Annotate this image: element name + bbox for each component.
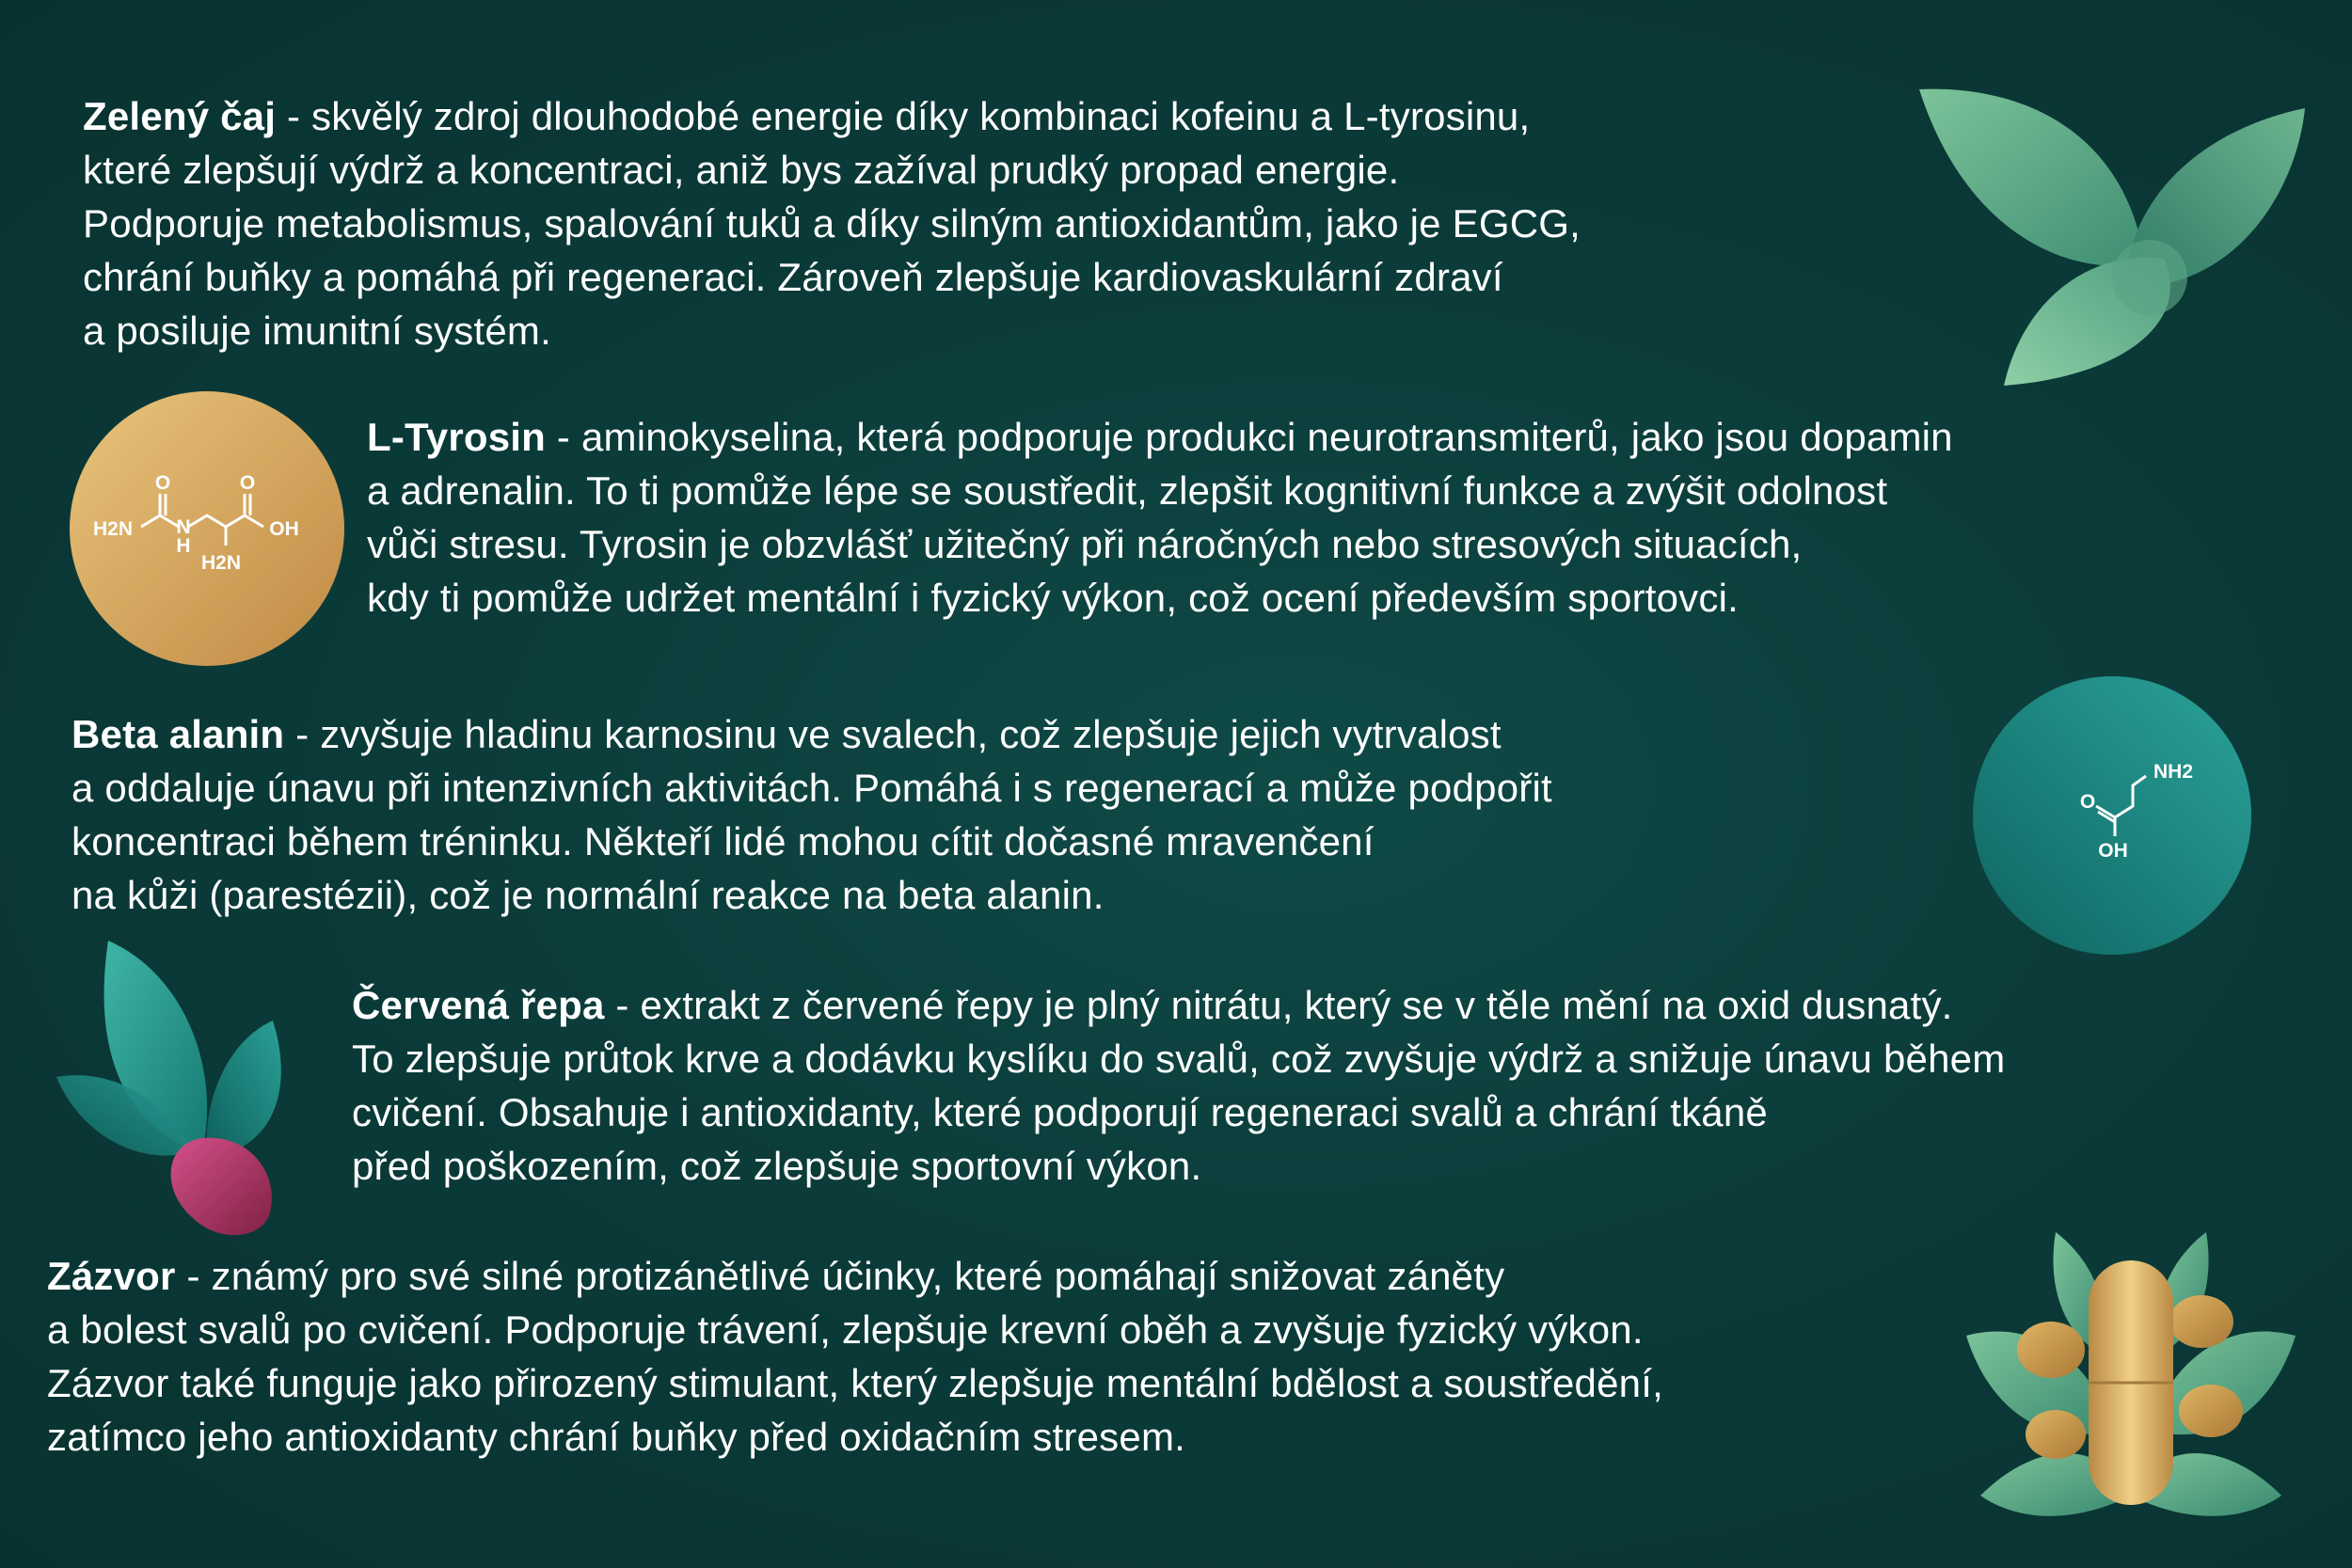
section-title: Červená řepa [352, 983, 605, 1027]
section-zeleny-caj [83, 89, 1581, 357]
atom-label: H2N [92, 518, 134, 540]
section-title: Zázvor [47, 1254, 176, 1298]
section-line: chrání buňky a pomáhá při regeneraci. Zároveň zlepšuje kardiovaskulární zdraví [83, 255, 1503, 299]
ginger-capsule-icon [1962, 1223, 2300, 1524]
atom-label: NH2 [2153, 761, 2194, 783]
section-first-line: Červená řepa - extrakt z červené řepy je plný nitrátu, který se v těle mění na oxid dusnatý. [352, 983, 1953, 1027]
atom-label: O [239, 472, 256, 494]
section-line: cvičení. Obsahuje i antioxidanty, které podporují regeneraci svalů a chrání tkáně [352, 1090, 1768, 1134]
atom-label: O [2079, 791, 2096, 813]
section-first-line: L-Tyrosin - aminokyselina, která podporuje produkci neurotransmiterů, jako jsou dopamin [367, 415, 1953, 459]
atom-label: N [176, 516, 191, 538]
section-line: To zlepšuje průtok krve a dodávku kyslíku do svalů, což zvyšuje výdrž a snižuje únavu během [352, 1037, 2006, 1081]
section-line: a adrenalin. To ti pomůže lépe se soustředit, zlepšit kognitivní funkce a zvýšit odolnost [367, 468, 1888, 513]
section-line: koncentraci během tréninku. Někteří lidé mohou cítit dočasné mravenčení [72, 819, 1375, 863]
section-cervena-repa [352, 978, 2005, 1193]
atom-label: OH [269, 518, 299, 540]
atom-label: O [154, 472, 171, 494]
tyrosin-molecule-icon [66, 388, 348, 670]
section-beta-alanin [72, 707, 1552, 922]
section-line: zatímco jeho antioxidanty chrání buňky před oxidačním stresem. [47, 1415, 1185, 1459]
atom-label: H [176, 535, 191, 557]
section-l-tyrosin [367, 410, 1953, 625]
section-line: které zlepšují výdrž a koncentraci, aniž bys zažíval prudký propad energie. [83, 148, 1400, 192]
section-line: kdy ti pomůže udržet mentální i fyzický výkon, což ocení především sportovci. [367, 576, 1739, 620]
section-first-line: Zelený čaj - skvělý zdroj dlouhodobé energie díky kombinaci kofeinu a L-tyrosinu, [83, 94, 1531, 138]
atom-label: H2N [200, 552, 242, 574]
section-title: Beta alanin [72, 712, 285, 756]
beta-alanin-molecule-icon [1971, 674, 2253, 957]
section-zazvor [47, 1249, 1663, 1464]
section-line: Podporuje metabolismus, spalování tuků a díky silným antioxidantům, jako je EGCG, [83, 201, 1581, 245]
section-title: Zelený čaj [83, 94, 277, 138]
atom-label: OH [2098, 840, 2128, 862]
section-line: a bolest svalů po cvičení. Podporuje trávení, zlepšuje krevní oběh a zvyšuje fyzický výkon. [47, 1307, 1644, 1352]
section-line: na kůži (parestézii), což je normální reakce na beta alanin. [72, 873, 1104, 917]
section-first-line: Zázvor - známý pro své silné protizánětlivé účinky, které pomáhají snižovat záněty [47, 1254, 1505, 1298]
section-title: L-Tyrosin [367, 415, 547, 459]
section-first-line: Beta alanin - zvyšuje hladinu karnosinu ve svalech, což zlepšuje jejich vytrvalost [72, 712, 1502, 756]
section-line: vůči stresu. Tyrosin je obzvlášť užitečný při náročných nebo stresových situacích, [367, 522, 1803, 566]
section-line: Zázvor také funguje jako přirozený stimulant, který zlepšuje mentální bdělost a soustředění, [47, 1361, 1663, 1405]
section-line: a oddaluje únavu při intenzivních aktivitách. Pomáhá i s regenerací a může podpořit [72, 766, 1552, 810]
section-line: před poškozením, což zlepšuje sportovní výkon. [352, 1144, 1202, 1188]
beetroot-icon [52, 936, 306, 1246]
tea-leaves-icon [1910, 75, 2314, 395]
section-line: a posiluje imunitní systém. [83, 309, 551, 353]
